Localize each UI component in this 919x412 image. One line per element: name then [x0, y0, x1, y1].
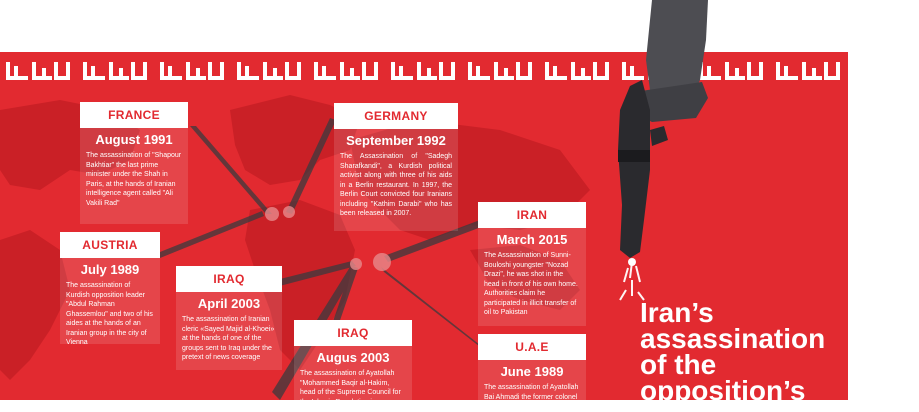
card-country: IRAQ: [176, 266, 282, 292]
side-title-line: opposition’s: [640, 375, 806, 406]
card-date: July 1989: [80, 262, 140, 277]
side-title-line: assassination: [640, 323, 826, 354]
card-date: March 2015: [496, 232, 568, 247]
card-date: Augus 2003: [316, 350, 390, 365]
card-description: The assassination of "Shapour Bakhtiar" the last prime minister under the Shah in Paris, at the hands of Iranian intelligence agent called "Ali Vakili Rad": [86, 152, 182, 207]
side-title: [640, 297, 850, 406]
card-country: AUSTRIA: [60, 232, 160, 258]
card-france: [80, 102, 188, 224]
card-date: June 1989: [500, 364, 564, 379]
card-description: The Assassination of Sunni-Bouloshi youngster "Nozad Drazi", he was shot in the head in front of his own home. Authorities claim he participated in illicit transfer of oil to Pakistan: [484, 252, 578, 316]
side-title-line: of the: [640, 349, 717, 380]
iran-flag-emblem-script-icon: [851, 56, 919, 86]
card-iraq-augus-2003: [294, 320, 412, 406]
marker-dot: [265, 207, 279, 221]
card-germany: [334, 103, 458, 231]
card-date: April 2003: [197, 296, 261, 311]
card-iran: [478, 202, 586, 326]
card-country: IRAN: [478, 202, 586, 228]
card-description: The assassination of Ayatollah Bai Ahmadi the former colonel in the Iranian: [484, 384, 579, 410]
card-austria: [60, 232, 160, 344]
card-date: August 1991: [95, 132, 173, 147]
card-country: U.A.E: [478, 334, 586, 360]
card-country: GERMANY: [334, 103, 458, 129]
marker-dot: [283, 206, 295, 218]
card-uae: [478, 334, 586, 410]
card-description: The Assassination of "Sadegh Sharafkandi", a Kurdish political activist along with three of his aids in a Berlin restaurant. In 1997, the Berlin Court convicted four Iranians including "Kathim Darabi" who has been released in 2007.: [340, 153, 452, 217]
marker-dot: [373, 253, 391, 271]
marker-dot: [350, 258, 362, 270]
card-description: The assassination of Iranian cleric «Sayed Majid al-Khoei» at the hands of one of the groups sent to Iraq under the pretext of news coverage: [182, 316, 275, 361]
card-description: The assassination of Kurdish opposition leader "Abdul Rahman Ghassemlou" and two of his aides at the hands of an Iranian group in the city of Vienna: [66, 282, 153, 346]
card-country: FRANCE: [80, 102, 188, 128]
card-iraq-april-2003: [176, 266, 282, 370]
card-country: IRAQ: [294, 320, 412, 346]
side-title-line: Iran’s: [640, 297, 714, 328]
card-description: The assassination of Ayatollah "Mohammed Baqir al-Hakim, head of the Supreme Council for the Islamic Revolution in: [300, 370, 401, 406]
card-date: September 1992: [346, 133, 446, 148]
